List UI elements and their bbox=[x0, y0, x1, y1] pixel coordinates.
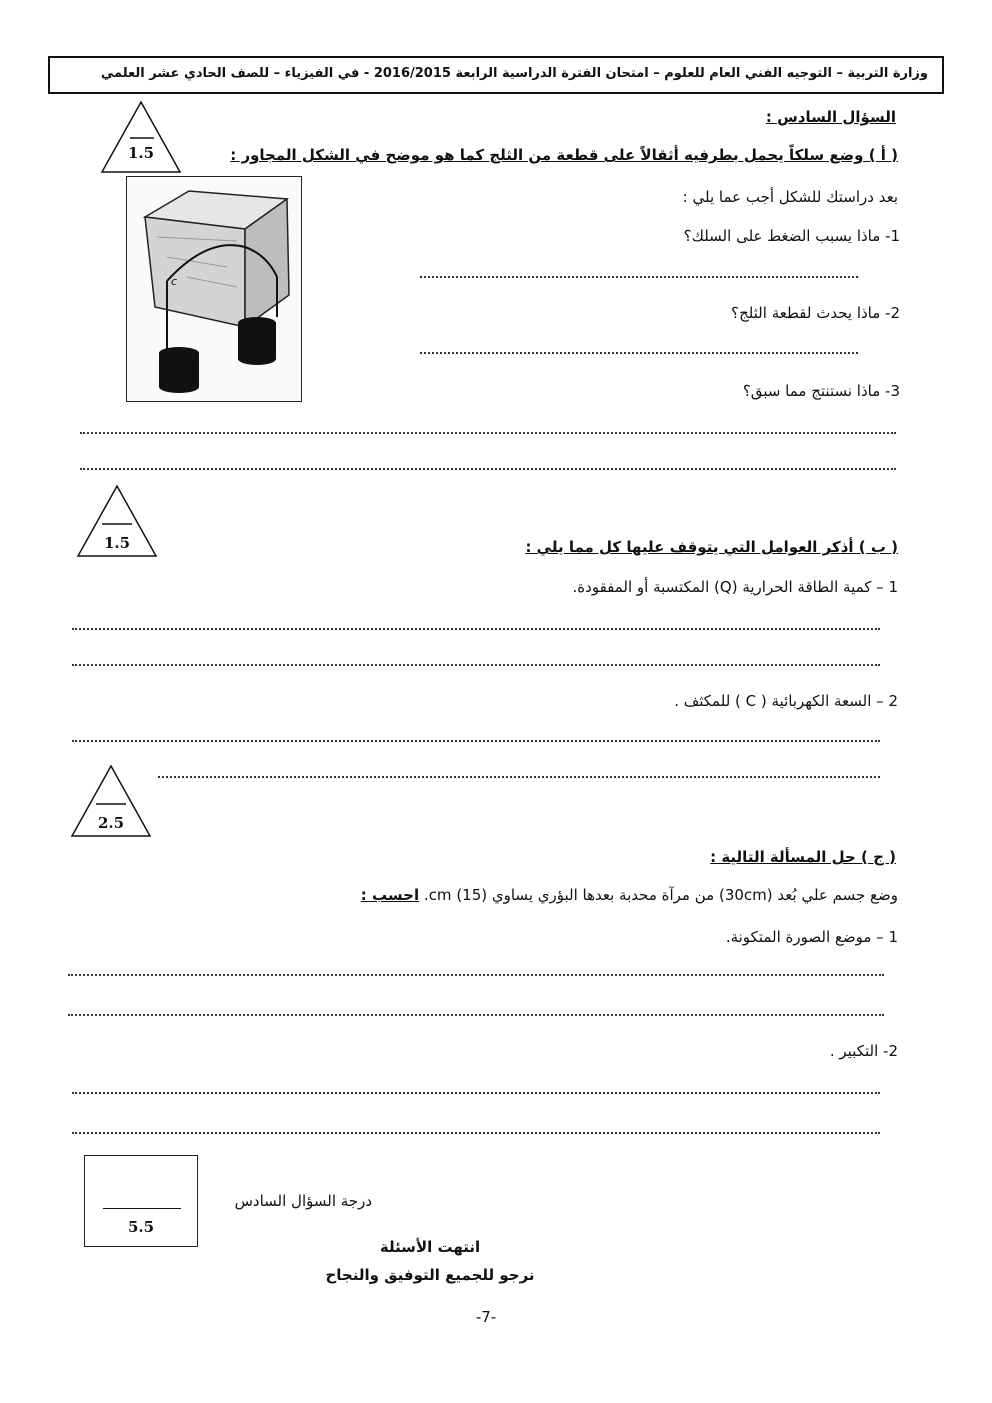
closing-line-2: نرجو للجميع التوفيق والنجاح bbox=[325, 1266, 535, 1284]
answer-line-b4[interactable] bbox=[158, 776, 880, 778]
part-a-title: ( أ ) وضع سلكاً يحمل بطرفيه أثقالاً على قطعة من الثلج كما هو موضح في الشكل المجاور : bbox=[230, 146, 898, 164]
part-a-q1: 1- ماذا يسبب الضغط على السلك؟ bbox=[683, 227, 900, 245]
grade-box bbox=[84, 1155, 198, 1247]
answer-line-c4[interactable] bbox=[72, 1132, 880, 1134]
ice-wire-figure bbox=[126, 176, 302, 402]
question-title: السؤال السادس : bbox=[765, 108, 896, 126]
answer-line-a2[interactable] bbox=[420, 352, 858, 354]
ice-block-illustration bbox=[127, 177, 301, 401]
answer-line-c3[interactable] bbox=[72, 1092, 880, 1094]
score-a: 1.5 bbox=[127, 144, 155, 162]
part-c-problem bbox=[361, 886, 898, 904]
header-box bbox=[48, 56, 944, 94]
grade-divider bbox=[103, 1208, 181, 1209]
answer-line-c2[interactable] bbox=[68, 1014, 884, 1016]
answer-line-a4[interactable] bbox=[80, 468, 896, 470]
grade-label: درجة السؤال السادس bbox=[234, 1192, 372, 1210]
score-triangle-a bbox=[96, 98, 186, 176]
score-c: 2.5 bbox=[97, 814, 125, 832]
part-a-q3: 3- ماذا نستنتج مما سبق؟ bbox=[742, 382, 900, 400]
part-c-item1: 1 – موضع الصورة المتكونة. bbox=[725, 928, 898, 946]
part-a-q2: 2- ماذا يحدث لقطعة الثلج؟ bbox=[731, 304, 900, 322]
page-number: -7- bbox=[475, 1308, 497, 1326]
score-triangle-c bbox=[66, 762, 156, 840]
header-title: وزارة التربية – التوجيه الفني العام للعلوم – امتحان الفترة الدراسية الرابعة 2016/2015 - في الفيزياء – للصف الحادي عشر العلمي bbox=[100, 66, 928, 81]
part-c-problem-text: وضع جسم علي بُعد (30cm) من مرآة محدبة بعدها البؤري يساوي cm (15). bbox=[423, 886, 898, 904]
closing-line-1: انتهت الأسئلة bbox=[379, 1238, 481, 1256]
part-b-item2: 2 – السعة الكهربائية ( C ) للمكثف . bbox=[674, 692, 898, 710]
score-b: 1.5 bbox=[103, 534, 131, 552]
grade-total: 5.5 bbox=[127, 1218, 155, 1236]
answer-line-c1[interactable] bbox=[68, 974, 884, 976]
answer-line-b3[interactable] bbox=[72, 740, 880, 742]
part-c-title: ( ج ) حل المسألة التالية : bbox=[710, 848, 896, 866]
part-a-intro: بعد دراستك للشكل أجب عما يلي : bbox=[682, 188, 898, 206]
answer-line-a3[interactable] bbox=[80, 432, 896, 434]
answer-line-b1[interactable] bbox=[72, 628, 880, 630]
figure-label-c: c bbox=[171, 275, 178, 288]
triangle-icon bbox=[96, 98, 186, 176]
answer-line-b2[interactable] bbox=[72, 664, 880, 666]
score-triangle-b bbox=[72, 482, 162, 560]
part-c-action: احسب : bbox=[360, 886, 420, 904]
answer-line-a1[interactable] bbox=[420, 276, 858, 278]
part-c-item2: 2- التكبير . bbox=[829, 1042, 898, 1060]
part-b-item1: 1 – كمية الطاقة الحرارية (Q) المكتسبة أو المفقودة. bbox=[572, 578, 898, 596]
part-b-title: ( ب ) أذكر العوامل التي يتوقف عليها كل مما يلي : bbox=[525, 538, 898, 556]
